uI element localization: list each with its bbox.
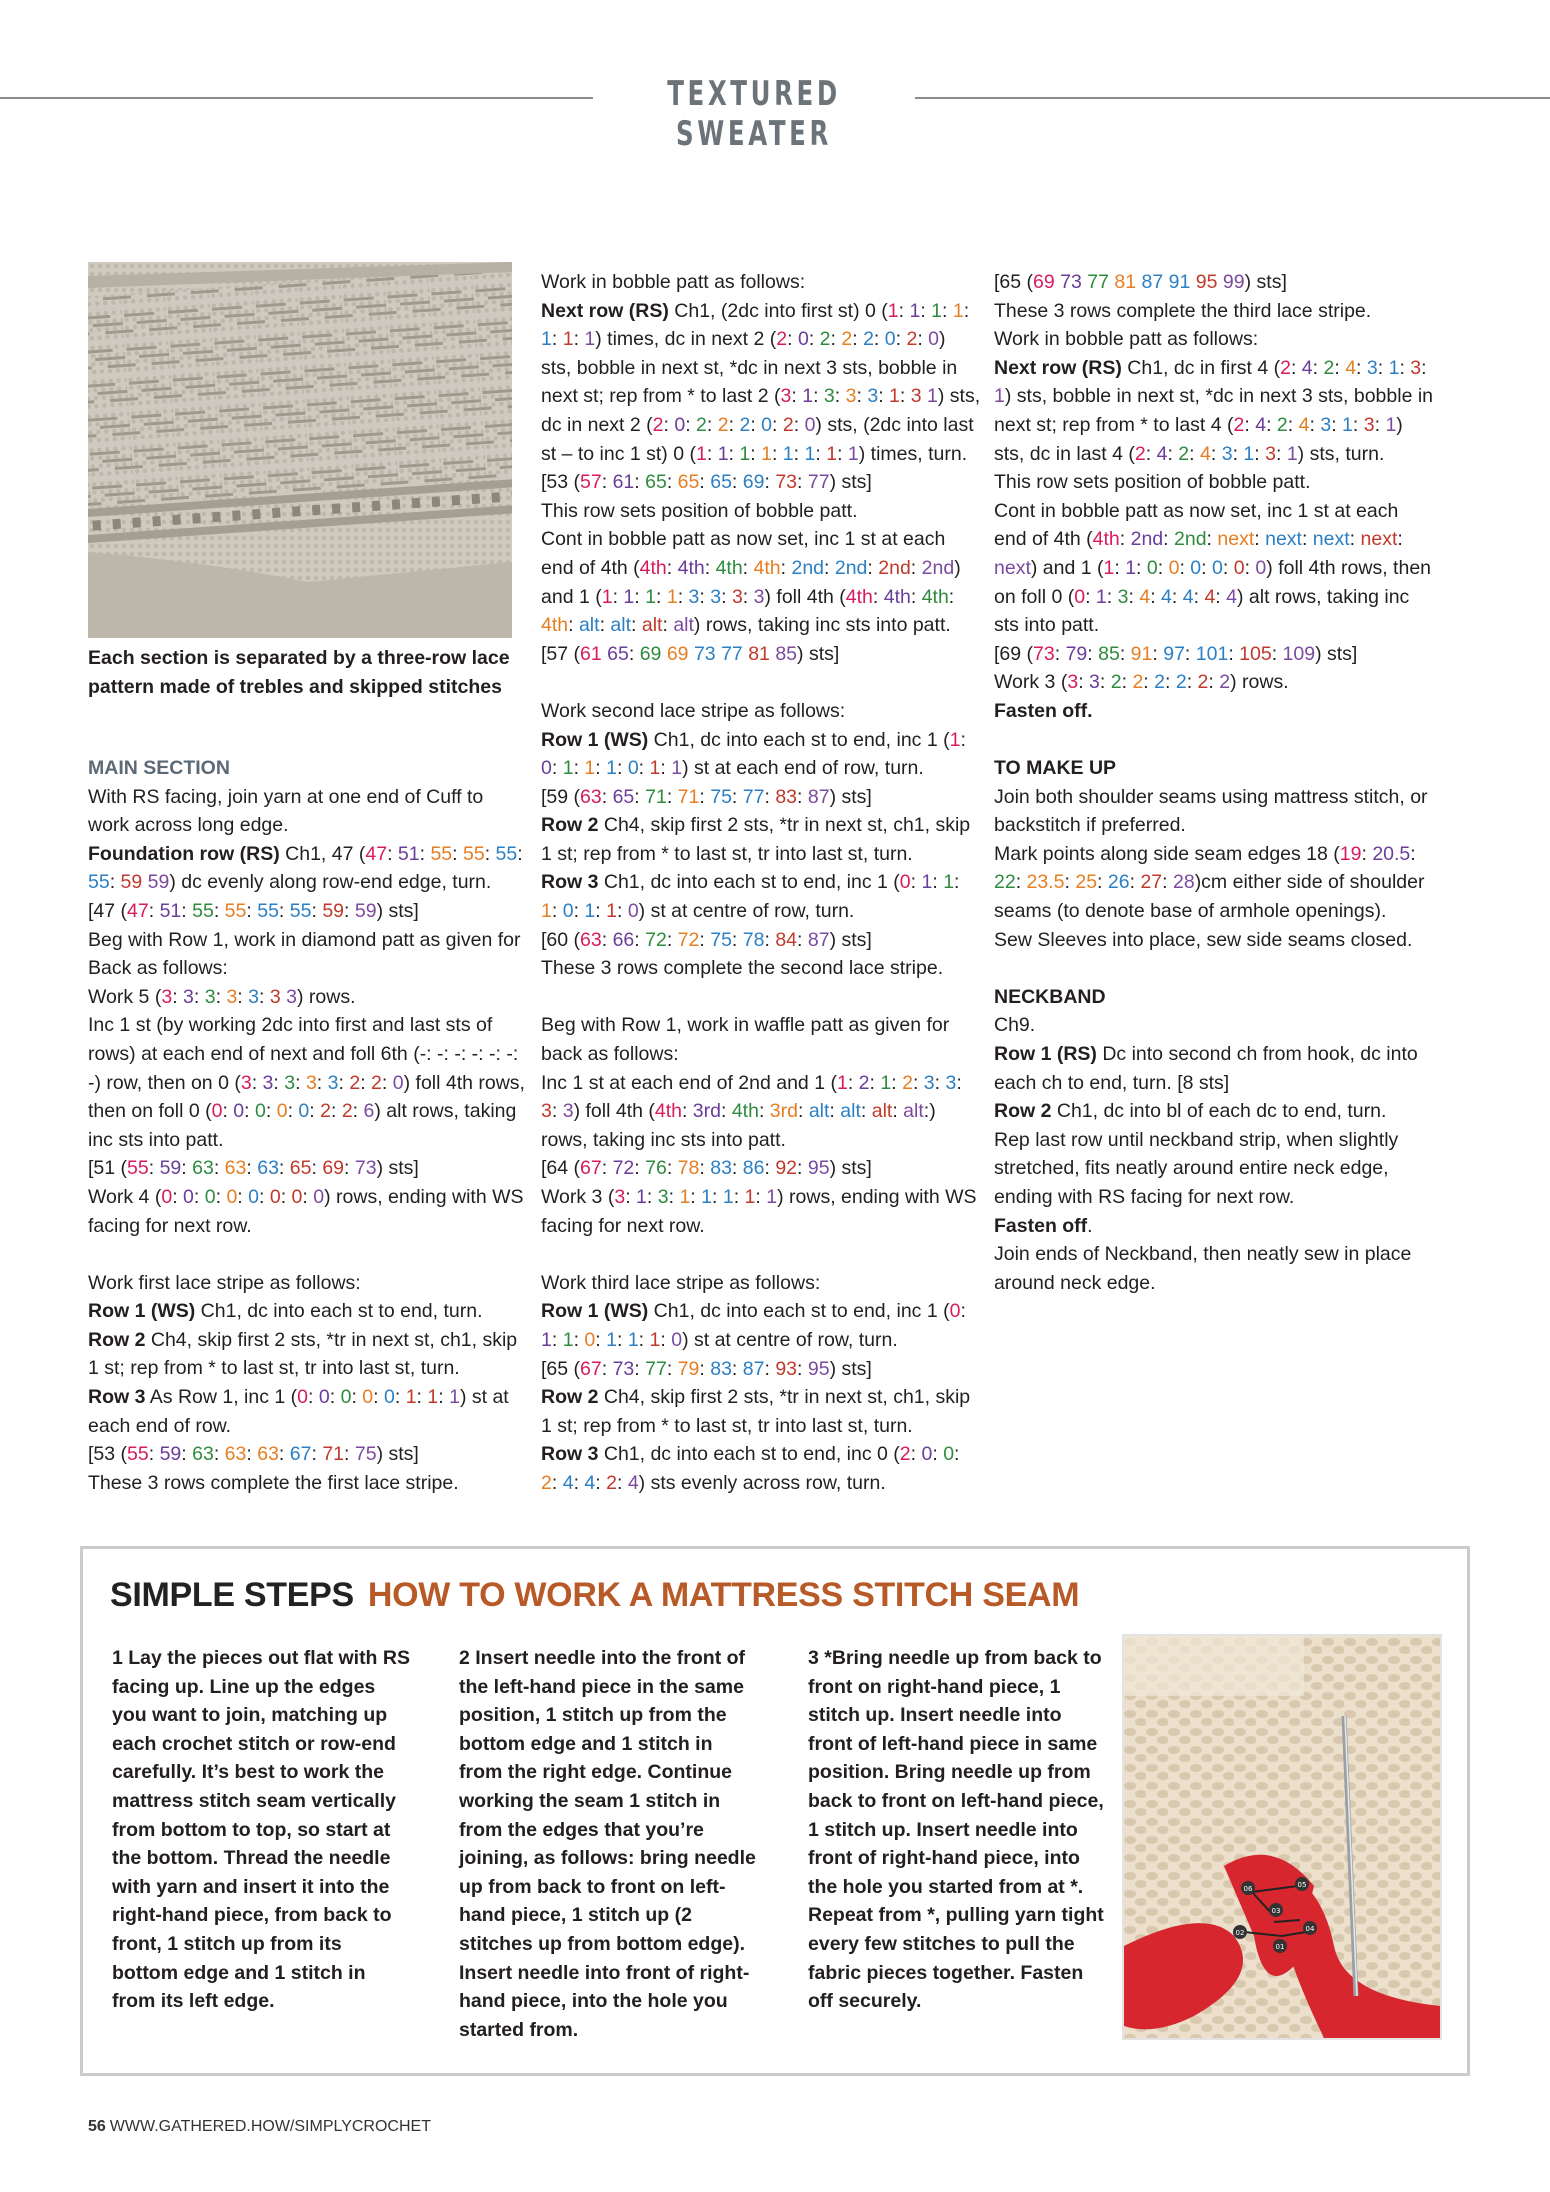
page-number: 56	[88, 2118, 106, 2135]
body-text: Row 1 (WS) Ch1, dc into each st to end, inc 1 (1: 0: 1: 1: 1: 0: 1: 1) st at each end of row, turn.	[541, 728, 966, 780]
diagram-label-02: 02	[1235, 1929, 1245, 1937]
step-3-text: 3 *Bring needle up from back to front on right-hand piece, 1 stitch up. Insert needle into front of left-hand piece in same position. Bring needle up from back to front on left-hand piece, 1 stitch up. Insert needle into front of right-hand piece, into the hole you started from at *. Repeat from *, pulling yarn tight every few stitches to pull the fabric pieces together. Fasten off securely.	[808, 1647, 1104, 2013]
diagram-label-04: 04	[1305, 1925, 1315, 1933]
body-text: Row 2 Ch4, skip first 2 sts, *tr in next st, ch1, skip 1 st; rep from * to last st, tr into last st, turn.	[541, 1386, 971, 1437]
body-text: Work third lace stripe as follows:	[541, 1271, 821, 1294]
section-heading: MAIN SECTION	[88, 757, 230, 779]
body-text: Inc 1 st at each end of 2nd and 1 (1: 2: 1: 2: 3: 3: 3: 3) foll 4th (4th: 3rd: 4th: 3rd: alt: alt: alt: alt:) rows, taking inc sts into patt.	[541, 1071, 962, 1151]
body-text: Join ends of Neckband, then neatly sew in place around neck edge.	[994, 1243, 1412, 1294]
how-to-title: HOW TO WORK A MATTRESS STITCH SEAM	[367, 1576, 1080, 1614]
step-1-text: 1 Lay the pieces out flat with RS facing up. Line up the edges you want to join, matching up each crochet stitch or row-end carefully. It’s best to work the mattress stitch seam vertically from bottom to top, so start at the bottom. Thread the needle with yarn and insert it into the right-hand piece, from back to front, 1 stitch up from its bottom edge and 1 stitch in from its left edge.	[112, 1647, 410, 2013]
simple-steps-title	[110, 1576, 1079, 1615]
body-text: These 3 rows complete the first lace stripe.	[88, 1471, 459, 1494]
header-rule-right	[915, 97, 1550, 99]
body-text: Fasten off.	[994, 1214, 1093, 1237]
body-text: With RS facing, join yarn at one end of Cuff to work across long edge.	[88, 785, 484, 837]
body-text: Next row (RS) Ch1, dc in first 4 (2: 4: 2: 4: 3: 1: 3: 1) sts, bobble in next st, *dc in next 3 sts, bobble in next st; rep from * to last 4 (2: 4: 2: 4: 3: 1: 3: 1) sts, dc in last 4 (2: 4: 2: 4: 3: 1: 3: 1) sts, turn.	[994, 356, 1434, 465]
column-2	[541, 268, 981, 1498]
body-text: Row 3 Ch1, dc into each st to end, inc 1 (0: 1: 1: 1: 0: 1: 1: 0) st at centre of row, turn.	[541, 871, 960, 923]
body-text: Work 5 (3: 3: 3: 3: 3: 3 3) rows.	[88, 985, 356, 1008]
header-rule-left	[0, 97, 593, 99]
column-3	[994, 268, 1434, 1297]
step-2-text: 2 Insert needle into the front of the left-hand piece in the same position, 1 stitch up from the bottom edge and 1 stitch in from the right edge. Continue working the seam 1 stitch in from the edges that you’re joining, as follows: bring needle up from back to front on left-hand piece, 1 stitch up (2 stitches up from bottom edge). Insert needle into front of right-hand piece, into the hole you started from.	[459, 1647, 756, 2041]
body-text: Cont in bobble patt as now set, inc 1 st at each end of 4th (4th: 4th: 4th: 4th: 2nd: 2nd: 2nd: 2nd) and 1 (1: 1: 1: 1: 3: 3: 3: 3) foll 4th (4th: 4th: 4th: 4th: alt: alt: alt: alt) rows, taking inc sts into patt.	[541, 528, 961, 637]
body-text: Work second lace stripe as follows:	[541, 699, 846, 722]
body-text: Work 3 (3: 3: 2: 2: 2: 2: 2: 2) rows.	[994, 671, 1289, 694]
photo-caption: Each section is separated by a three-row lace pattern made of trebles and skipped stitches	[88, 647, 510, 698]
body-text: Cont in bobble patt as now set, inc 1 st at each end of 4th (4th: 2nd: 2nd: next: next: next: next: next) and 1 (1: 1: 0: 0: 0: 0: 0: 0) foll 4th rows, then on foll 0 (0: 1: 3: 4: 4: 4: 4: 4) alt rows, taking inc sts into patt.	[994, 499, 1432, 637]
body-text: Work 4 (0: 0: 0: 0: 0: 0: 0: 0) rows, ending with WS facing for next row.	[88, 1185, 524, 1237]
body-text: Sew Sleeves into place, sew side seams closed.	[994, 928, 1413, 951]
body-text: Row 1 (RS) Dc into second ch from hook, dc into each ch to end, turn. [8 sts]	[994, 1043, 1418, 1094]
page-title: TEXTURED SWEATER	[667, 74, 841, 154]
body-text: Row 2 Ch4, skip first 2 sts, *tr in next st, ch1, skip 1 st; rep from * to last st, tr into last st, turn.	[541, 814, 971, 865]
body-text: Foundation row (RS) Ch1, 47 (47: 51: 55: 55: 55: 55: 59 59) dc evenly along row-end edge, turn.	[88, 842, 523, 894]
website-link[interactable]: WWW.GATHERED.HOW/SIMPLYCROCHET	[109, 2118, 431, 2135]
body-text: Join both shoulder seams using mattress stitch, or backstitch if preferred.	[994, 785, 1428, 837]
body-text: Mark points along side seam edges 18 (19: 20.5: 22: 23.5: 25: 26: 27: 28)cm either side of shoulder seams (to denote base of armhole openings).	[994, 842, 1425, 923]
body-text: Row 2 Ch1, dc into bl of each dc to end, turn.	[994, 1100, 1387, 1123]
body-text: [65 (69 73 77 81 87 91 95 99) sts]	[994, 271, 1287, 293]
body-text: Inc 1 st (by working 2dc into first and last sts of rows) at each end of next and foll 6th (-: -: -: -: -: -: -) row, then on 0 (3: 3: 3: 3: 3: 2: 2: 0) foll 4th rows, then on foll 0 (0: 0: 0: 0: 0: 2: 2: 6) alt rows, taking inc sts into patt.	[88, 1014, 525, 1151]
diagram-label-01: 01	[1275, 1943, 1285, 1951]
body-text: Work in bobble patt as follows:	[541, 271, 806, 293]
simple-steps-label: SIMPLE STEPS	[110, 1576, 354, 1614]
body-text: Row 3 As Row 1, inc 1 (0: 0: 0: 0: 0: 1: 1: 1) st at each end of row.	[88, 1386, 509, 1437]
body-text: Work first lace stripe as follows:	[88, 1271, 361, 1294]
body-text: Row 3 Ch1, dc into each st to end, inc 0 (2: 0: 0: 2: 4: 4: 2: 4) sts evenly across row, turn.	[541, 1443, 960, 1494]
body-text: This row sets position of bobble patt.	[994, 471, 1311, 494]
section-heading: TO MAKE UP	[994, 757, 1117, 780]
section-heading: NECKBAND	[994, 985, 1106, 1008]
body-text: Work in bobble patt as follows:	[994, 328, 1259, 351]
body-text: Ch9.	[994, 1014, 1036, 1037]
body-text: [64 (67: 72: 76: 78: 83: 86: 92: 95) sts]	[541, 1157, 872, 1180]
body-text: Row 2 Ch4, skip first 2 sts, *tr in next st, ch1, skip 1 st; rep from * to last st, tr into last st, turn.	[88, 1328, 518, 1380]
body-text: [59 (63: 65: 71: 71: 75: 77: 83: 87) sts]	[541, 785, 872, 808]
body-text: These 3 rows complete the third lace stripe.	[994, 299, 1372, 322]
body-text: [65 (67: 73: 77: 79: 83: 87: 93: 95) sts]	[541, 1357, 872, 1380]
body-text: [60 (63: 66: 72: 72: 75: 78: 84: 87) sts]	[541, 928, 872, 951]
body-text: This row sets position of bobble patt.	[541, 499, 858, 522]
footer	[88, 2118, 431, 2136]
body-text: Work 3 (3: 1: 3: 1: 1: 1: 1: 1) rows, ending with WS facing for next row.	[541, 1186, 977, 1237]
mattress-stitch-photo	[1122, 1634, 1442, 2040]
body-text: Row 1 (WS) Ch1, dc into each st to end, inc 1 (0: 1: 1: 0: 1: 1: 1: 0) st at centre of row, turn.	[541, 1300, 966, 1351]
diagram-label-06: 06	[1243, 1885, 1253, 1893]
diagram-label-05: 05	[1297, 1881, 1307, 1889]
body-text: Fasten off.	[994, 699, 1093, 722]
sweater-photo	[88, 262, 512, 638]
body-text: Beg with Row 1, work in diamond patt as given for Back as follows:	[88, 928, 521, 980]
body-text: Rep last row until neckband strip, when slightly stretched, fits neatly around entire neck edge, ending with RS facing for next row.	[994, 1128, 1399, 1208]
body-text: Beg with Row 1, work in waffle patt as given for back as follows:	[541, 1014, 950, 1066]
body-text: [57 (61 65: 69 69 73 77 81 85) sts]	[541, 642, 840, 665]
body-text: [47 (47: 51: 55: 55: 55: 55: 59: 59) sts]	[88, 899, 419, 922]
body-text: [53 (55: 59: 63: 63: 63: 67: 71: 75) sts]	[88, 1443, 419, 1466]
column-1	[88, 754, 528, 1497]
body-text: [69 (73: 79: 85: 91: 97: 101: 105: 109) sts]	[994, 642, 1358, 665]
body-text: These 3 rows complete the second lace stripe.	[541, 957, 944, 980]
diagram-label-03: 03	[1271, 1907, 1281, 1915]
body-text: Row 1 (WS) Ch1, dc into each st to end, turn.	[88, 1300, 483, 1323]
body-text: Next row (RS) Ch1, (2dc into first st) 0 (1: 1: 1: 1: 1: 1: 1) times, dc in next 2 (2: 0: 2: 2: 2: 0: 2: 0) sts, bobble in next st, *dc in next 3 sts, bobble in next st; rep from * to last 2 (3: 1: 3: 3: 3: 1: 3 1) sts, dc in next 2 (2: 0: 2: 2: 2: 0: 2: 0) sts, (2dc into last st – to inc 1 st) 0 (1: 1: 1: 1: 1: 1: 1: 1) times, turn. [53 (57: 61: 65: 65: 65: 69: 73: 77) sts]	[541, 299, 981, 494]
body-text: [51 (55: 59: 63: 63: 63: 65: 69: 73) sts]	[88, 1157, 419, 1180]
